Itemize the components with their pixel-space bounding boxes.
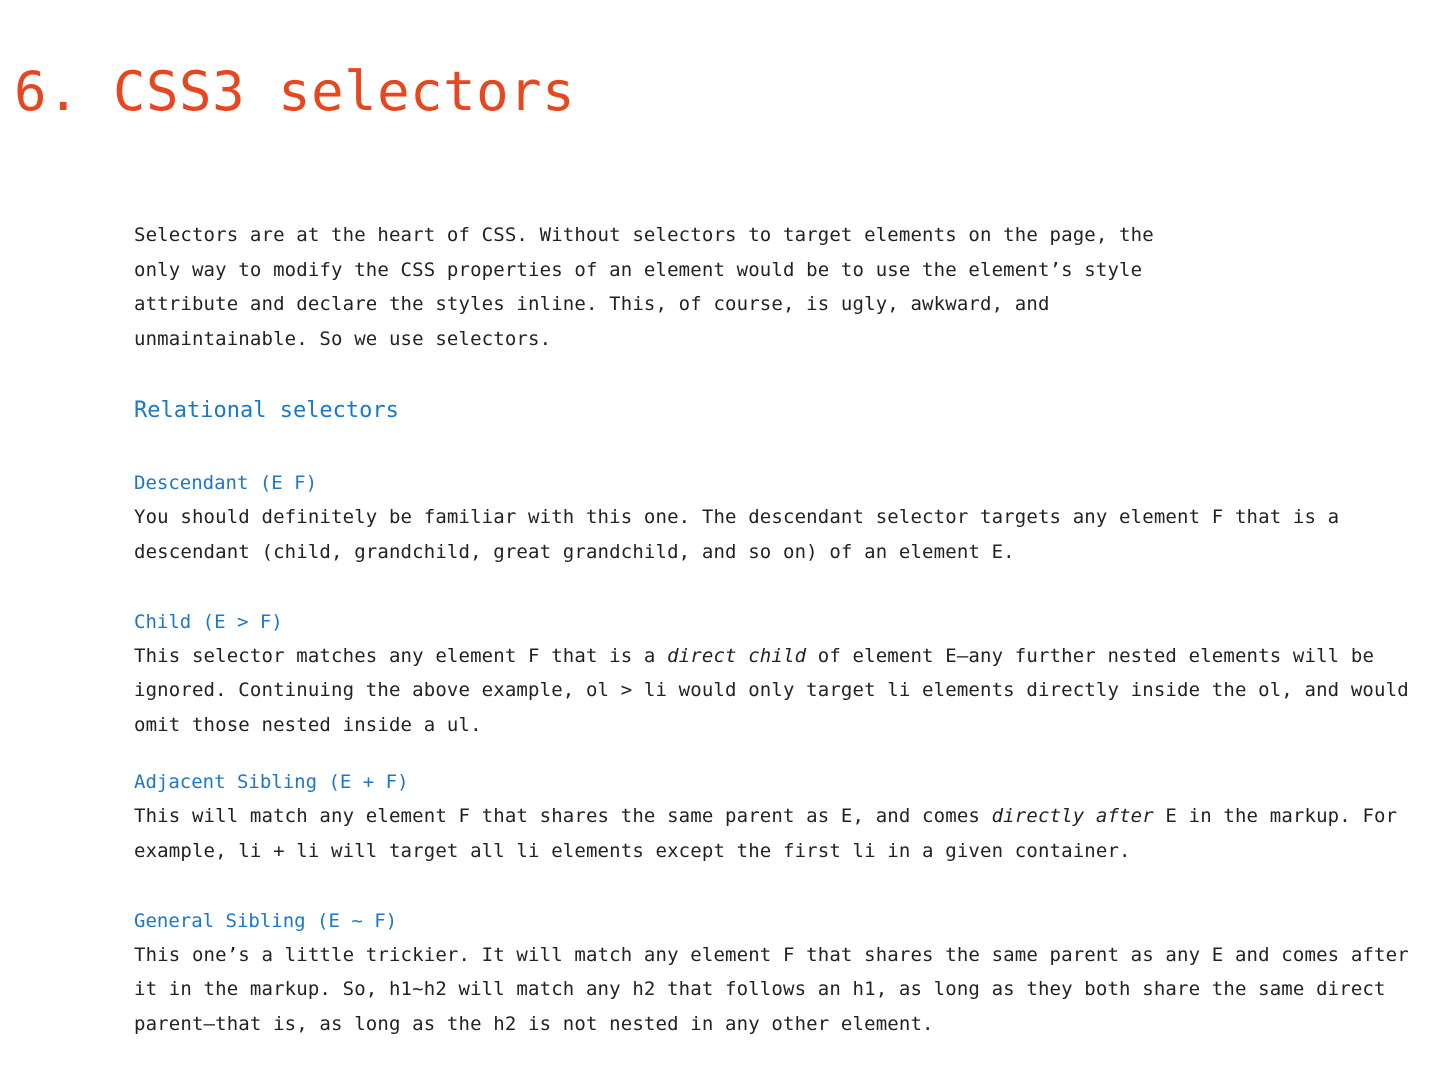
child-text-before: This selector matches any element F that is a — [134, 644, 668, 667]
child-emphasis: direct child — [667, 644, 807, 667]
section-heading-relational-selectors: Relational selectors — [134, 398, 399, 424]
adjacent-emphasis: directly after — [991, 805, 1154, 828]
child-paragraph — [134, 639, 1424, 743]
intro-paragraph: Selectors are at the heart of CSS. Without selectors to target elements on the page, the only way to modify the CSS properties of an element would be to use the element’s style attribute and declare the styles inline. This, of course, is ugly, awkward, and unmaintainable. So we use selectors. — [134, 224, 1154, 350]
subheading-general-sibling: General Sibling (E ~ F) — [134, 909, 398, 932]
adjacent-text-before: This will match any element F that shares the same parent as E, and comes — [134, 805, 992, 828]
page-title: 6. CSS3 selectors — [14, 60, 576, 123]
article-body — [134, 218, 1424, 1041]
adjacent-text-after: E in the markup. For example, li + li will target all li elements except the first li in a given container. — [134, 805, 1398, 862]
general-sibling-paragraph: This one’s a little trickier. It will match any element F that shares the same parent as any E and comes after it in the markup. So, h1~h2 will match any h2 that follows an h1, as long as they both share the same direct parent—that is, as long as the h2 is not nested in any other element. — [134, 943, 1409, 1035]
descendant-paragraph: You should definitely be familiar with this one. The descendant selector targets any element F that is a descendant (child, grandchild, great grandchild, and so on) of an element E. — [134, 506, 1340, 563]
subheading-child: Child (E > F) — [134, 610, 283, 633]
adjacent-sibling-paragraph — [134, 799, 1424, 868]
subheading-adjacent-sibling: Adjacent Sibling (E + F) — [134, 771, 409, 794]
child-text-after: of element E—any further nested elements will be ignored. Continuing the above example, ol > li would only target li elements directly inside the ol, and would omit those nested inside a ul. — [134, 644, 1409, 736]
subheading-descendant: Descendant (E F) — [134, 472, 318, 495]
